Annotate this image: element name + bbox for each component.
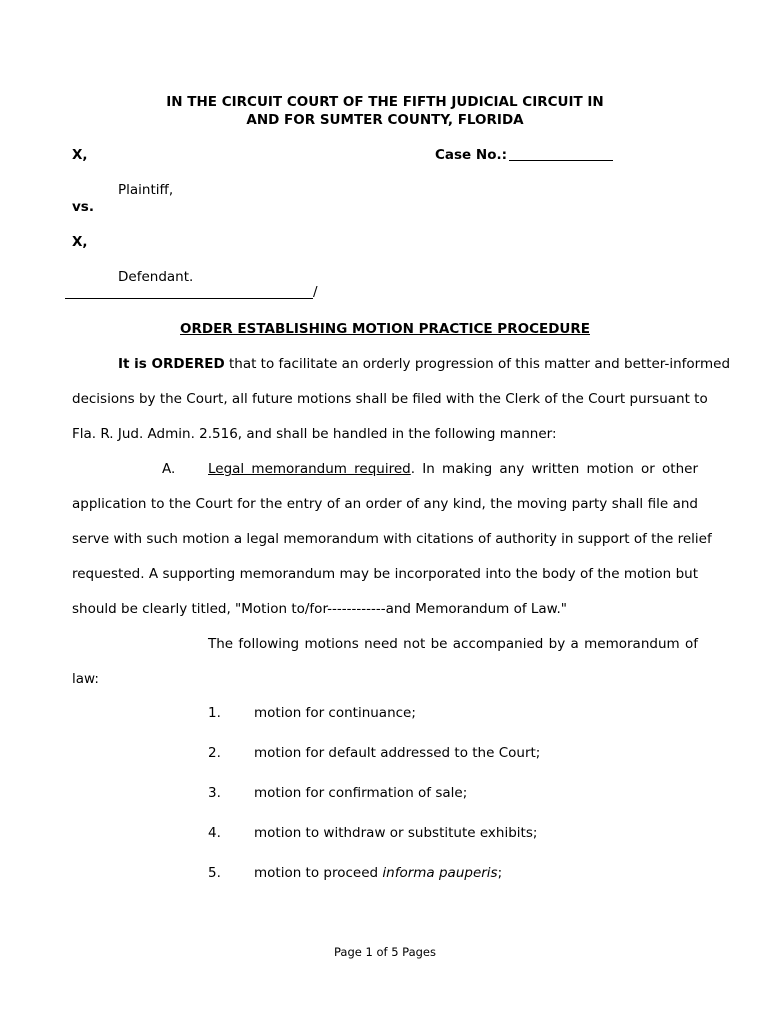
section-a-heading: Legal memorandum required [208, 461, 411, 477]
intro-line-3: Fla. R. Jud. Admin. 2.516, and shall be handled in the following manner: [72, 426, 557, 442]
intro-line-1 [118, 356, 731, 372]
section-a-line-4: requested. A supporting memorandum may be incorporated into the body of the motion but [72, 566, 698, 582]
caption-closing-rule [65, 298, 313, 299]
section-a-letter: A. [162, 461, 176, 477]
court-heading-line2: AND FOR SUMTER COUNTY, FLORIDA [246, 112, 524, 128]
case-number-blank [509, 160, 613, 161]
list-item: motion for confirmation of sale; [254, 785, 468, 801]
page-footer: Page 1 of 5 Pages [333, 945, 436, 959]
list-item-text: motion to proceed [254, 865, 383, 881]
caption-slash: / [313, 284, 318, 300]
list-item-end: ; [497, 865, 503, 881]
plaintiff-name: X, [72, 147, 88, 163]
versus-label: vs. [72, 199, 94, 215]
case-number-label: Case No.: [435, 147, 508, 163]
list-item-italic: informa pauperis [382, 865, 498, 881]
list-item-number: 1. [208, 705, 221, 721]
intro-line-2: decisions by the Court, all future motions shall be filed with the Clerk of the Court pursuant to [72, 391, 708, 407]
ordered-phrase: It is ORDERED [118, 356, 225, 372]
plaintiff-label: Plaintiff, [118, 182, 174, 198]
list-item-number: 2. [208, 745, 221, 761]
court-heading-line1: IN THE CIRCUIT COURT OF THE FIFTH JUDICIAL CIRCUIT IN [166, 94, 604, 110]
intro-line-1-text: that to facilitate an orderly progression of this matter and better-informed [224, 356, 731, 372]
section-a-line-3: serve with such motion a legal memorandum with citations of authority in support of the relief [72, 531, 712, 547]
list-item: motion for default addressed to the Court; [254, 745, 541, 761]
section-a-line-2: application to the Court for the entry of an order of any kind, the moving party shall file and [72, 496, 698, 512]
list-item [254, 865, 502, 881]
list-item-number: 4. [208, 825, 221, 841]
section-a-line-1 [208, 461, 698, 477]
order-title: ORDER ESTABLISHING MOTION PRACTICE PROCEDURE [180, 321, 590, 337]
section-a-line-1-text: . In making any written motion or other [410, 461, 698, 477]
defendant-name: X, [72, 234, 88, 250]
list-item: motion to withdraw or substitute exhibits; [254, 825, 538, 841]
following-motions-line-1: The following motions need not be accompanied by a memorandum of [208, 636, 698, 652]
section-a-line-5: should be clearly titled, "Motion to/for------------and Memorandum of Law." [72, 601, 567, 617]
following-motions-line-2: law: [72, 671, 99, 687]
list-item-number: 3. [208, 785, 221, 801]
list-item-number: 5. [208, 865, 221, 881]
defendant-label: Defendant. [118, 269, 194, 285]
list-item: motion for continuance; [254, 705, 416, 721]
